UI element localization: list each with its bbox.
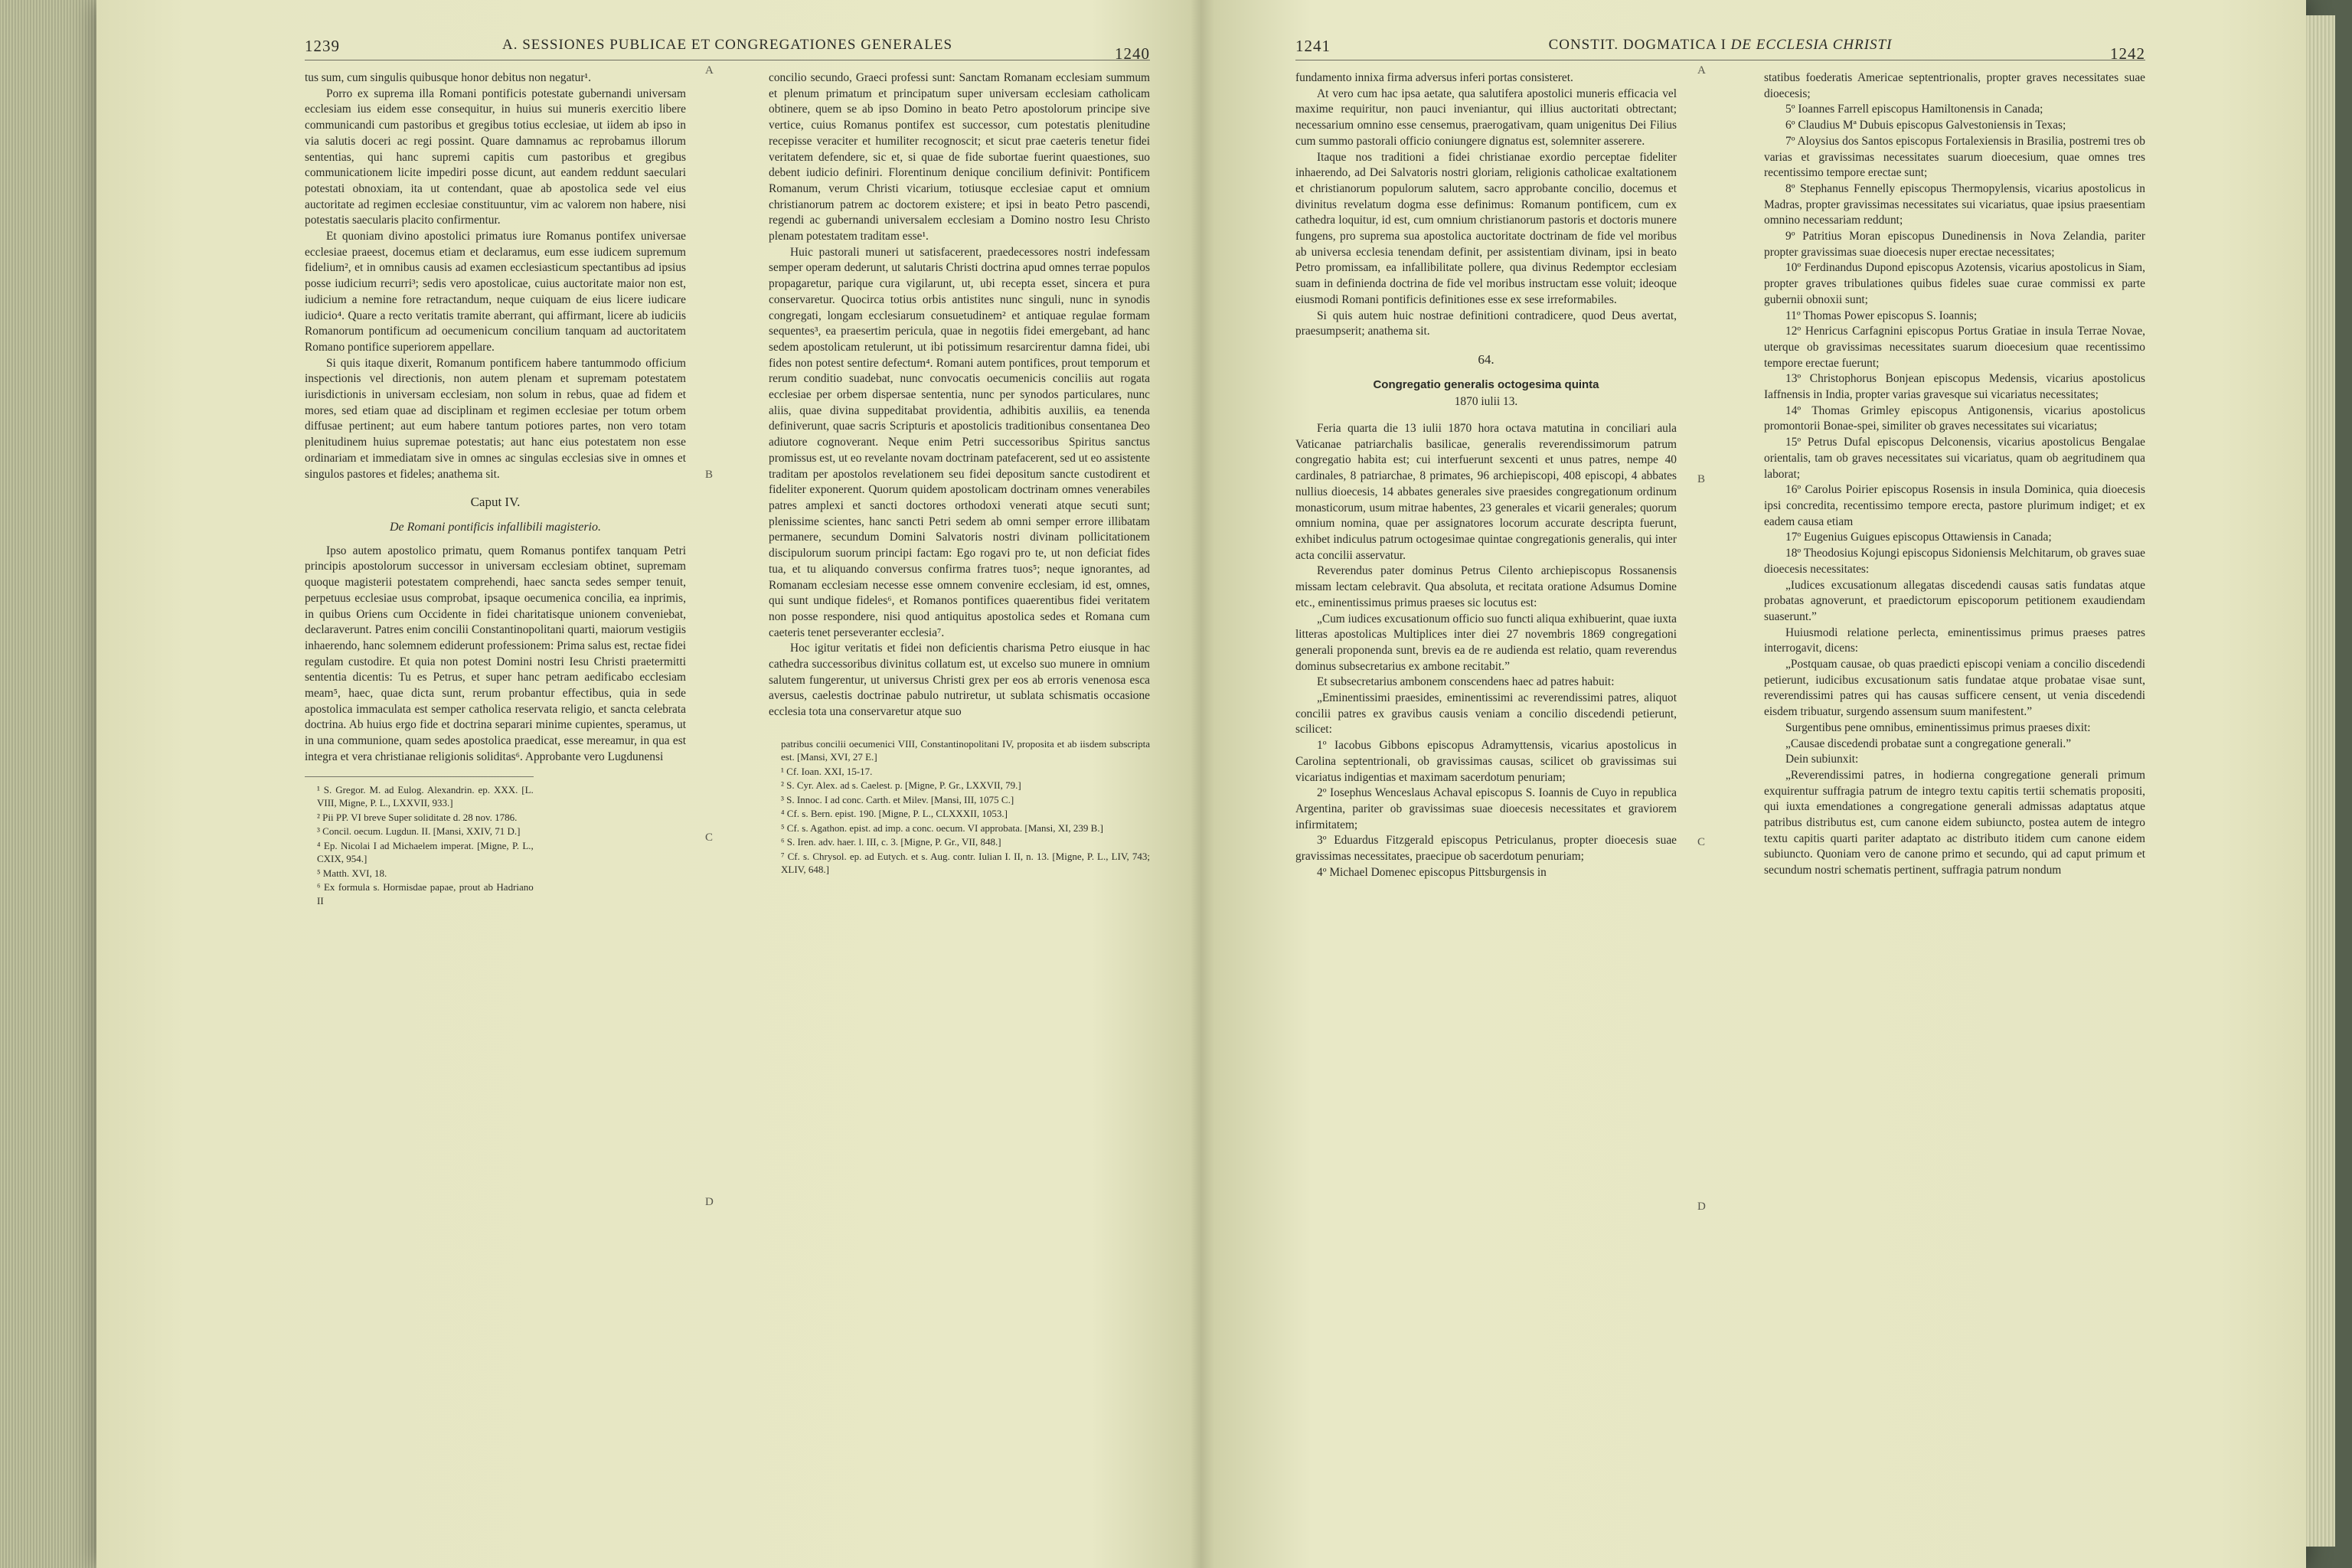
paragraph: Huiusmodi relatione perlecta, eminentissimus primus praeses patres interrogavit, dicens: [1764, 626, 2145, 655]
paragraph: „Causae discedendi probatae sunt a congregatione generali.” [1785, 737, 2072, 750]
paragraph: 2º Iosephus Wenceslaus Achaval episcopus S. Ioannis de Cuyo in republica Argentina, pariter ob gravissimas suae dioecesis necessitates et graviorem infirmitatem; [1295, 786, 1677, 831]
book-page-edges-left [0, 0, 96, 1568]
footnote: patribus concilii oecumenici VIII, Constantinopolitani IV, proposita et ab iisdem subscripta est. [Mansi, XVI, 27 E.] [781, 737, 1150, 763]
paragraph: Et quoniam divino apostolici primatus iure Romanus pontifex universae ecclesiae praeest, docemus etiam et declaramus, eum esse iudicem supremum fidelium², et in omnibus causis ad examen ecclesiasticum spectantibus ad ipsius posse iudicium recurri³; sedis vero apostolicae, cuius auctoritate maior non est, iudicium a nemine fore retractandum, neque cuiquam de eius licere iudicare iudicio⁴. Quare a recto veritatis tramite aberrant, qui affirmant, licere ab iudiciis Romanorum pontificum ad oecumenicum concilium tanquam ad auctoritatem Romano pontifice superiorem appellare. [305, 230, 686, 354]
left-running-head [305, 21, 1150, 63]
paragraph: 10º Ferdinandus Dupond episcopus Azotensis, vicarius apostolicus in Siam, propter graves tribulationes quibus fideles suae curae commissi ex parte gubernii obnoxii sunt; [1764, 261, 2145, 306]
page-number-1239: 1239 [305, 37, 340, 55]
paragraph: At vero cum hac ipsa aetate, qua salutifera apostolici muneris efficacia vel maxime requiritur, non pauci inveniantur, qui illius auctoritati obtrectant; necessarium omnino esse censemus, praerogativam, quam unigenitus Dei Filius cum summo pastorali officio coniungere dignatus est, solemniter asserere. [1295, 87, 1677, 148]
paragraph: 17º Eugenius Guigues episcopus Ottawiensis in Canada; [1785, 531, 2052, 544]
margin-letter-a: A [705, 64, 714, 77]
paragraph: 8º Stephanus Fennelly episcopus Thermopylensis, vicarius apostolicus in Madras, propter gravissimas necessitates sui vicariatus, quae ipsius praesentiam omnino necessariam reddunt; [1764, 181, 2145, 227]
page-number-1241: 1241 [1295, 37, 1331, 55]
margin-letter-d: D [705, 1196, 714, 1208]
footnotes [305, 776, 534, 908]
margin-letter-c: C [1697, 836, 1706, 848]
paragraph: „Eminentissimi praesides, eminentissimi ac reverendissimi patres, aliquot concilii patres ex gravibus causis veniam a concilio discedendi petierunt, scilicet: [1295, 691, 1677, 737]
footnote: ² S. Cyr. Alex. ad s. Caelest. p. [Migne, P. Gr., LXXVII, 79.] [781, 779, 1021, 792]
footnote: ³ S. Innoc. I ad conc. Carth. et Milev. [Mansi, III, 1075 C.] [781, 793, 1014, 805]
paragraph: Reverendus pater dominus Petrus Cilento archiepiscopus Rossanensis missam lectam celebravit. Qua absoluta, et recitata oratione Adsumus Domine etc., eminentissimus primus praeses sic locutus est: [1295, 564, 1677, 609]
paragraph: Surgentibus pene omnibus, eminentissimus primus praeses dixit: [1785, 720, 2091, 734]
paragraph: Et subsecretarius ambonem conscendens haec ad patres habuit: [1317, 675, 1615, 689]
paragraph: Ipso autem apostolico primatu, quem Romanus pontifex tanquam Petri principis apostolorum successor in universam ecclesiam obtinet, supremam quoque magisterii potestatem comprehendi, haec sancta sedes semper tenuit, perpetuus ecclesiae usus comprobat, ipsaque oecumenica concilia, ea inprimis, in quibus Oriens cum Occidente in fidei charitatisque unionem conveniebat, declaraverunt. Patres enim concilii Constantinopolitani quarti, maiorum vestigiis inhaerendo, hanc solemnem ediderunt professionem: Prima salus est, rectae fidei regulam custodire. Et quia non potest Domini nostri Iesu Christi praetermitti sententia dicentis: Tu es Petrus, et super hanc petram aedificabo ecclesiam meam⁵, haec, quae dicta sunt, rerum probantur effectibus, quia in sede apostolica immaculata est semper catholica reservata religio, et sancta celebrata doctrina. Ab huius ergo fide et doctrina separari minime cupientes, speramus, ut in una communione, quam sedes apostolica praedicat, esse mereamur, in qua est integra et vera christianae religionis soliditas⁶. Approbante vero Lugdunensi [305, 544, 686, 763]
section-heading: Congregatio generalis octogesima quinta [1373, 377, 1599, 391]
paragraph: Porro ex suprema illa Romani pontificis potestate gubernandi universam ecclesiam ius eidem esse consequitur, in huius sui muneris exercitio libere communicandi cum pastoribus et gregibus totius ecclesiae, ut iidem ab ipso in via salutis doceri ac regi possint. Quare damnamus ac reprobamus illorum sententias, qui hanc supremi capitis cum pastoribus et gregibus communicationem licite impediri posse dicunt, aut eandem reddunt saeculari potestati obnoxiam, ita ut contendant, quae ab apostolica sede vel eius auctoritate ad regimen ecclesiae constituuntur, vim ac valorem non habere, nisi potestatis saecularis placito confirmentur. [305, 87, 686, 227]
paragraph: 3º Eduardus Fitzgerald episcopus Petriculanus, propter dioecesis suae gravissimas necessitates, praecipue ob sacerdotum penuriam; [1295, 834, 1677, 864]
paragraph: Itaque nos traditioni a fidei christianae exordio perceptae fideliter inhaerendo, ad Dei Salvatoris nostri gloriam, religionis catholicae exaltationem et christianorum populorum salutem, sacro approbante concilio, docemus et divinitus revelatum dogma esse definimus: Romanum pontificem, cum ex cathedra loquitur, id est, cum omnium christianorum pastoris et doctoris munere fungens, pro suprema sua apostolica auctoritate doctrinam de fide vel moribus ab universa ecclesia tenendam definit, per assistentiam divinam, ipsi in beato Petro promissam, ea infallibilitate pollere, qua divinus Redemptor ecclesiam suam in definienda doctrina de fide vel moribus instructam esse voluit; ideoque eiusmodi Romani pontificis definitiones esse ex sese irreformabiles. [1295, 150, 1677, 306]
paragraph: statibus foederatis Americae septentrionalis, propter graves necessitates suae dioecesis; [1764, 71, 2145, 100]
paragraph: 18º Theodosius Kojungi episcopus Sidoniensis Melchitarum, ob graves suae dioecesis necessitates: [1764, 547, 2145, 576]
footnote: ⁶ S. Iren. adv. haer. l. III, c. 3. [Migne, P. Gr., VII, 848.] [781, 836, 1001, 848]
paragraph: Si quis autem huic nostrae definitioni contradicere, quod Deus avertat, praesumpserit; anathema sit. [1295, 309, 1677, 338]
paragraph: 9º Patritius Moran episcopus Dunedinensis in Nova Zelandia, pariter propter gravissimas suae dioecesis nuper erectae necessitates; [1764, 230, 2145, 259]
paragraph: 16º Carolus Poirier episcopus Rosensis in insula Dominica, quia dioecesis ipsi concredita, recentissimo tempore erecta, pastore plurimum indiget; et ex eadem causa etiam [1764, 483, 2145, 528]
paragraph: „Postquam causae, ob quas praedicti episcopi veniam a concilio discedendi petierunt, iudicibus excusationum satis fundatae atque probatae visae sunt, reverendissimi patres qui has causas sufficere censent, ut venia discedendi eisdem tribuatur, surgendo assensum suum manifestent.” [1764, 658, 2145, 719]
section-heading: Caput IV. [470, 495, 521, 510]
paragraph: Si quis itaque dixerit, Romanum pontificem habere tantummodo officium inspectionis vel directionis, non autem plenam et supremam potestatem iurisdictionis in universam ecclesiam, non solum in rebus, quae ad fidem et mores, sed etiam quae ad disciplinam et regimen ecclesiae per totum orbem diffusae pertinent; aut eum habere tantum potiores partes, non vero totam plenitudinem huius supremae potestatis; aut hanc eius potestatem non esse ordinariam et immediatam sive in omnes ac singulas ecclesias sive in omnes et singulos pastores et fideles; anathema sit. [305, 356, 686, 481]
paragraph: 4º Michael Domenec episcopus Pittsburgensis in [1317, 865, 1547, 879]
paragraph: Feria quarta die 13 iulii 1870 hora octava matutina in conciliari aula Vaticanae patriarchalis basilicae, generalis reverendissimorum patrum congregatio habita est; cui interfuerunt sexcenti et unus patres, nempe 40 cardinales, 8 patriarchae, 8 primates, 96 archiepiscopi, 408 episcopi, 4 abbates nullius dioecesis, 14 abbates generales sive praesides congregationum ordinum monasticorum, usum mitrae habentes, 23 generales et vicarii generales; quorum omnium nomina, quae per assignatores locorum accurate descripta fuerunt, exhibet indiculus patrum octogesimae quintae congregationis generalis, qui inter acta concilii asservatur. [1295, 422, 1677, 562]
footnote: ⁵ Cf. s. Agathon. epist. ad imp. a conc. oecum. VI approbata. [Mansi, XI, 239 B.] [781, 822, 1103, 834]
footnote: ³ Concil. oecum. Lugdun. II. [Mansi, XXIV, 71 D.] [317, 825, 521, 838]
paragraph: „Iudices excusationum allegatas discedendi causas satis fundatas atque probatas agnoverunt, et praedictorum episcoporum petitionem exaudiendam suaserunt.” [1764, 578, 2145, 623]
right-page-column-2 [1764, 70, 2145, 1522]
paragraph: 7º Aloysius dos Santos episcopus Fortalexiensis in Brasilia, postremi tres ob varias et gravissimas necessitates suarum dioecesium, quae omnes tres recentissimo tempore erectae sunt; [1764, 134, 2145, 180]
footnote: ¹ Cf. Ioan. XXI, 15-17. [781, 765, 873, 777]
footnote: ⁴ Ep. Nicolai I ad Michaelem imperat. [Migne, P. L., CXIX, 954.] [317, 839, 534, 865]
footnotes [769, 731, 1150, 877]
section-heading: 1870 iulii 13. [1454, 395, 1518, 409]
paragraph: „Cum iudices excusationum officio suo functi aliqua exhibuerint, quae iuxta litteras apostolicas Multiplices inter diei 27 novembris 1869 congregationi generali proponenda sunt, brevis ea de re audienda est relatio, quam reverendus dominus subsecretarius ex ambone recitabit.” [1295, 612, 1677, 673]
paragraph: 1º Iacobus Gibbons episcopus Adramyttensis, vicarius apostolicus in Carolina septentrionali, ob gravissimas causas, scilicet ob gravissimas sui vicariatus indigentias et maximam sacerdotum penuriam; [1295, 739, 1677, 784]
page-number-1240: 1240 [1115, 44, 1150, 63]
paragraph: tus sum, cum singulis quibusque honor debitus non negatur¹. [305, 71, 591, 84]
margin-letter-c: C [705, 831, 714, 844]
right-page [1295, 21, 2145, 1545]
page-number-1242: 1242 [2110, 44, 2145, 63]
paragraph: fundamento innixa firma adversus inferi portas consisteret. [1295, 71, 1573, 84]
section-heading: 64. [1478, 351, 1494, 367]
left-page [305, 21, 1150, 1545]
footnote: ⁶ Ex formula s. Hormisdae papae, prout ab Hadriano II [317, 881, 534, 906]
margin-letter-b: B [705, 469, 714, 481]
margin-letter-a: A [1697, 64, 1706, 77]
left-page-column-2 [769, 70, 1150, 1522]
paragraph: 5º Ioannes Farrell episcopus Hamiltonensis in Canada; [1785, 103, 2043, 116]
paragraph: 12º Henricus Carfagnini episcopus Portus Gratiae in insula Terrae Novae, uterque ob gravissimas necessitates suarum dioecesium quae recentissimo tempore erectae fuerunt; [1764, 325, 2145, 370]
footnote: ¹ S. Gregor. M. ad Eulog. Alexandrin. ep. XXX. [L. VIII, Migne, P. L., LXXVII, 933.] [317, 783, 534, 809]
running-title: A. SESSIONES PUBLICAE ET CONGREGATIONES GENERALES [501, 37, 953, 53]
margin-letter-b: B [1697, 473, 1706, 485]
margin-letter-d: D [1697, 1200, 1706, 1213]
paragraph: 15º Petrus Dufal episcopus Delconensis, vicarius apostolicus Bengalae orientalis, tam ob graves necessitates sui vicariatus, quam ob aegritudinem qua laborat; [1764, 436, 2145, 481]
left-page-column-1 [305, 70, 686, 1522]
paragraph: concilio secundo, Graeci professi sunt: Sanctam Romanam ecclesiam summum et plenum primatum et principatum super universam ecclesiam catholicam obtinere, quem se ab ipso Domino in beato Petro apostolorum principe sive vertice, cuius Romanus pontifex est successor, cum potestatis plenitudine recepisse veraciter et humiliter recognoscit; et sicut prae caeteris tenetur fidei veritatem defendere, sic et, si quae de fide subortae fuerint quaestiones, suo debent iudicio definiri. Florentinum denique concilium definivit: Pontificem Romanum, verum Christi vicarium, totiusque ecclesiae caput et omnium christianorum patrem ac doctorem existere; et ipsi in beato Petro pascendi, regendi ac gubernandi universalem ecclesiam a Domino nostro Iesu Christo plenam potestatem traditam esse¹. [769, 71, 1150, 243]
paragraph: Huic pastorali muneri ut satisfacerent, praedecessores nostri indefessam semper operam dederunt, ut salutaris Christi doctrina apud omnes terrae populos propagaretur, parique cura vigilarunt, ut, ubi recepta esset, sincera et pura conservaretur. Quocirca totius orbis antistites nunc singuli, nunc in synodis congregati, longam ecclesiarum consuetudinem² et antiquae regulae formam sequentes³, ea praesertim pericula, quae in negotiis fidei emergebant, ad hanc sedem apostolicam retulerunt, ut ibi potissimum resarcirentur damna fidei, ubi fides non potest sentire defectum⁴. Romani autem pontifices, prout temporum et rerum conditio suadebat, nunc convocatis oecumenicis conciliis aut rogata ecclesiae per orbem dispersae sententia, nunc per synodos particulares, nunc aliis, quae divina suppeditabat providentia, adhibitis auxiliis, ea tenenda definiverunt, quae sacris Scripturis et apostolicis traditionibus consentanea Deo adiutore cognoverant. Neque enim Petri successoribus Spiritus sanctus promissus est, ut eo revelante novam doctrinam patefacerent, sed ut eo assistente traditam per apostolos revelationem seu fidei depositum sancte custodirent et fideliter exponerent. Quorum quidem apostolicam doctrinam omnes venerabiles patres amplexi et sancti doctores orthodoxi venerati atque secuti sunt; plenissime scientes, hanc sancti Petri sedem ab omni semper errore illibatam permanere, secundum Domini Salvatoris nostri divinam pollicitationem discipulorum suorum principi factam: Ego rogavi pro te, ut non deficiat fides tua, et tu aliquando conversus confirma fratres tuos⁵; neque ignorantes, ad Romanam ecclesiam necesse esse omnem convenire ecclesiam, id est, omnes, qui sunt undique fideles⁶, et Romanos pontifices quaerentibus fidei veritatem non posse respondere, nisi quod antiquitus apostolica sedes et Romana cum caeteris tenet perseveranter ecclesia⁷. [769, 245, 1150, 639]
right-page-column-1 [1295, 70, 1677, 1522]
paragraph: Hoc igitur veritatis et fidei non deficientis charisma Petro eiusque in hac cathedra successoribus divinitus collatum est, ut excelso suo munere in omnium salutem fungerentur, ut universus Christi grex per eos ab erroris venenosa esca aversus, caelestis doctrinae pabulo nutriretur, ut sublata schismatis occasione ecclesia tota una conservaretur atque suo [769, 642, 1150, 719]
footnote: ² Pii PP. VI breve Super soliditate d. 28 nov. 1786. [317, 811, 518, 823]
paragraph: Dein subiunxit: [1785, 753, 1859, 766]
paragraph: „Reverendissimi patres, in hodierna congregatione generali primum exquirentur suffragia patrum de integro textu capitis tertii schematis propositi, qui iuxta emendationes a congregatione generali admissas adaptatus atque patribus distributus est, cum canone eidem subiuncto, postea autem de integro textu capitis quarti pariter adaptato ac distributo itidem cum canone eidem subiuncto. Quoniam vero de canone primo et secundo, qui ad caput primum et secundum nostri schematis pertinent, suffragia patrum nondum [1764, 768, 2145, 877]
footnote: ⁵ Matth. XVI, 18. [317, 867, 387, 879]
book-page-edges-right [2306, 15, 2335, 1547]
section-heading: De Romani pontificis infallibili magisterio. [390, 520, 601, 534]
paragraph: 6º Claudius Mª Dubuis episcopus Galvestoniensis in Texas; [1785, 119, 2066, 132]
right-running-head [1295, 21, 2145, 63]
running-title: CONSTIT. DOGMATICA I DE ECCLESIA CHRISTI [1548, 37, 1893, 53]
footnote: ⁷ Cf. s. Chrysol. ep. ad Eutych. et s. Aug. contr. Iulian I. II, n. 13. [Migne, P. L., LIV, 743; XLIV, 648.] [781, 850, 1150, 876]
paragraph: 13º Christophorus Bonjean episcopus Medensis, vicarius apostolicus Iaffnensis in India, propter varias gravesque sui vicariatus necessitates; [1764, 372, 2145, 402]
paragraph: 11º Thomas Power episcopus S. Ioannis; [1785, 309, 1978, 322]
paragraph: 14º Thomas Grimley episcopus Antigonensis, vicarius apostolicus promontorii Bonae-spei, similiter ob graves necessitates sui vicariatus; [1764, 403, 2145, 433]
footnote: ⁴ Cf. s. Bern. epist. 190. [Migne, P. L., CLXXXII, 1053.] [781, 808, 1008, 820]
